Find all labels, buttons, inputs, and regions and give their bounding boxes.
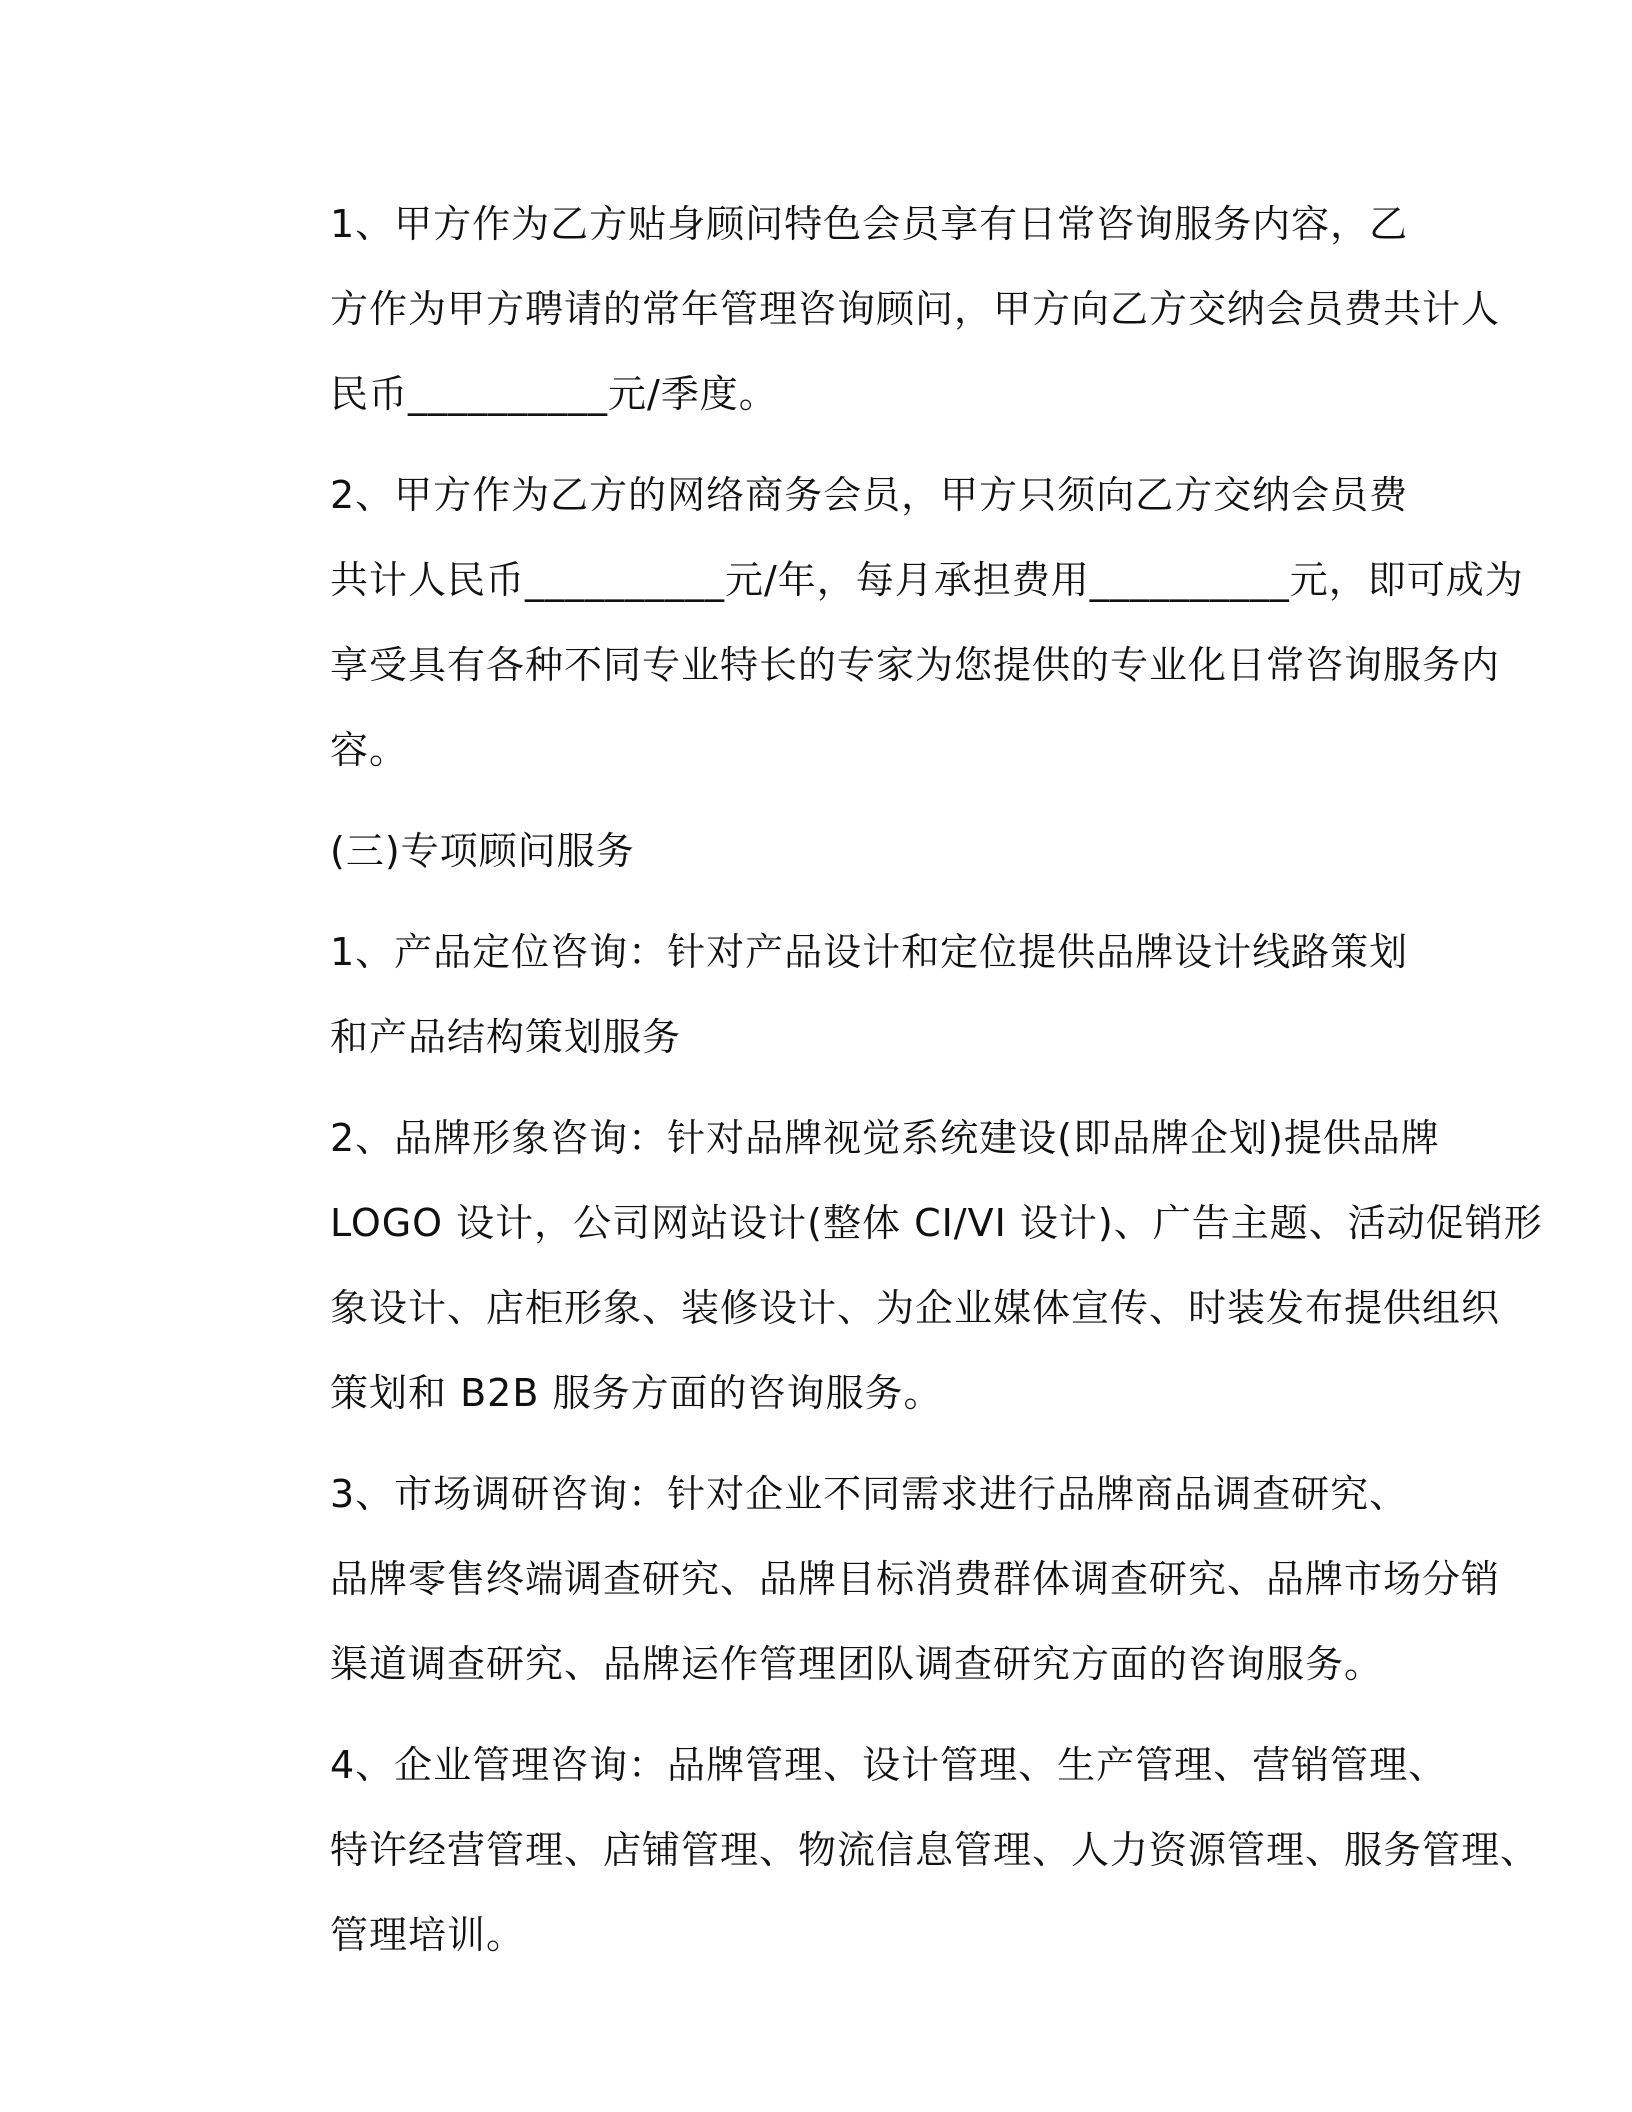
paragraph-line: 民币__________元/季度。 [330,372,778,416]
section-heading-line: (三)专项顾问服务 [330,829,635,873]
paragraph-line: 策划和 B2B 服务方面的咨询服务。 [330,1371,943,1415]
paragraph-4 [240,1096,1543,1436]
paragraph-line: 渠道调查研究、品牌运作管理团队调查研究方面的咨询服务。 [330,1642,1384,1686]
paragraph-line: 2、甲方作为乙方的网络商务会员，甲方只须向乙方交纳会员费 [330,473,1409,517]
paragraph-line: 共计人民币__________元/年，每月承担费用__________元，即可成为 [330,558,1524,602]
paragraph-3 [240,910,1409,1080]
paragraph-1 [240,182,1501,437]
paragraph-line: 享受具有各种不同专业特长的专家为您提供的专业化日常咨询服务内 [330,643,1501,687]
document-body [240,182,1543,1978]
paragraph-line: 品牌零售终端调查研究、品牌目标消费群体调查研究、品牌市场分销 [330,1557,1501,1601]
paragraph-line: 3、市场调研咨询：针对企业不同需求进行品牌商品调查研究、 [330,1472,1409,1516]
paragraph-line: 1、产品定位咨询：针对产品设计和定位提供品牌设计线路策划 [330,930,1409,974]
paragraph-line: 1、甲方作为乙方贴身顾问特色会员享有日常咨询服务内容，乙 [330,202,1409,246]
section-heading [240,809,1405,894]
paragraph-line: 和产品结构策划服务 [330,1015,682,1059]
paragraph-line: 2、品牌形象咨询：针对品牌视觉系统建设(即品牌企划)提供品牌 [330,1116,1440,1160]
paragraph-line: 特许经营管理、店铺管理、物流信息管理、人力资源管理、服务管理、 [330,1828,1540,1872]
paragraph-line: LOGO 设计，公司网站设计(整体 CI/VI 设计)、广告主题、活动促销形 [330,1201,1543,1245]
paragraph-6 [240,1723,1540,1978]
paragraph-line: 容。 [330,728,409,772]
paragraph-5 [240,1452,1501,1707]
paragraph-line: 管理培训。 [330,1913,526,1957]
paragraph-line: 方作为甲方聘请的常年管理咨询顾问，甲方向乙方交纳会员费共计人 [330,287,1501,331]
paragraph-line: 4、企业管理咨询：品牌管理、设计管理、生产管理、营销管理、 [330,1743,1448,1787]
paragraph-line: 象设计、店柜形象、装修设计、为企业媒体宣传、时装发布提供组织 [330,1286,1501,1330]
paragraph-2 [240,453,1524,793]
